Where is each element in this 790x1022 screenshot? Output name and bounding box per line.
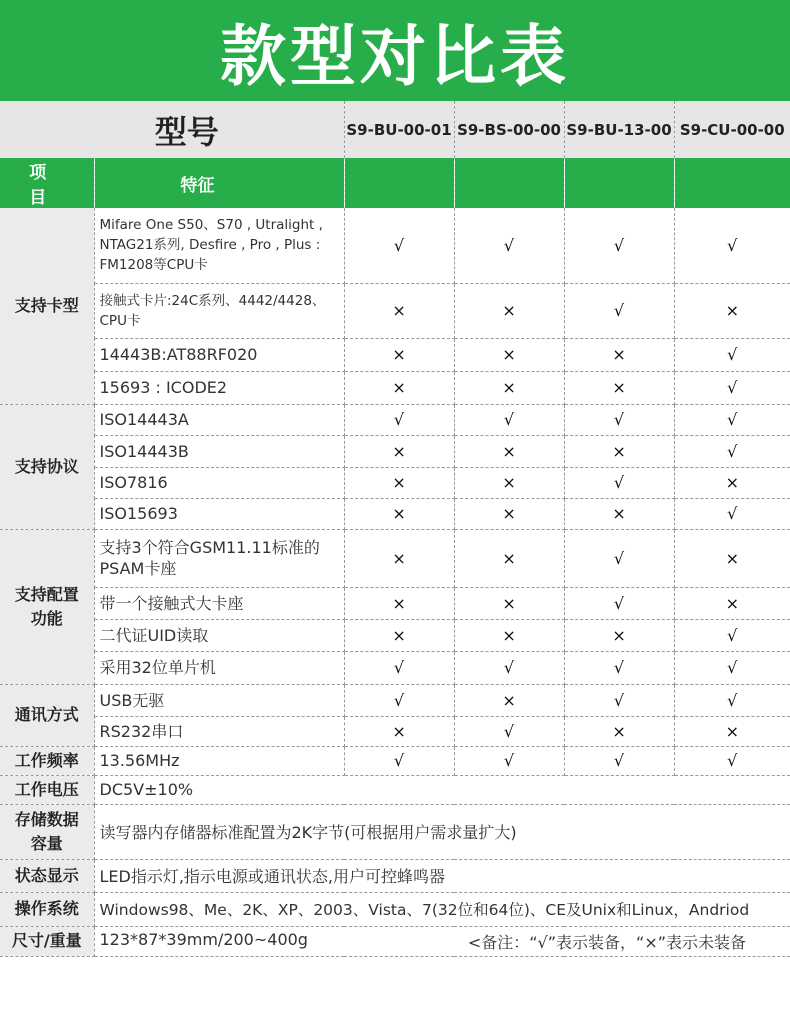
mark-cell: × [344, 371, 454, 404]
mark-cell: × [454, 587, 564, 619]
mark-cell: √ [564, 467, 674, 498]
mark-cell: √ [454, 404, 564, 435]
mark-cell: × [674, 716, 790, 746]
model-label: 型号 [0, 101, 344, 158]
mark-cell: √ [674, 746, 790, 775]
feature-cell: USB无驱 [94, 684, 344, 716]
mark-cell: √ [564, 529, 674, 587]
mark-cell: √ [564, 283, 674, 338]
table-row [0, 619, 790, 651]
header-blank [564, 158, 674, 208]
feature-cell: 接触式卡片:24C系列、4442/4428、CPU卡 [94, 283, 344, 338]
mark-cell: √ [564, 746, 674, 775]
mark-cell: √ [674, 684, 790, 716]
comparison-table [0, 101, 790, 957]
mark-cell: × [564, 716, 674, 746]
mark-cell: √ [454, 716, 564, 746]
item-header: 项目 [0, 158, 94, 208]
mark-cell: × [344, 467, 454, 498]
column-header-row [0, 158, 790, 208]
mark-cell: √ [454, 208, 564, 283]
table-row [0, 498, 790, 529]
mark-cell: × [454, 467, 564, 498]
mark-cell: × [344, 338, 454, 371]
category-cell: 支持卡型 [0, 208, 94, 404]
legend-note: <备注：“√”表示装备，“×”表示未装备 [467, 932, 747, 952]
spec-value: LED指示灯,指示电源或通讯状态,用户可控蜂鸣器 [94, 859, 790, 892]
mark-cell: × [564, 435, 674, 467]
mark-cell: √ [674, 619, 790, 651]
mark-cell: √ [674, 208, 790, 283]
mark-cell: √ [674, 338, 790, 371]
mark-cell: × [674, 283, 790, 338]
model-name: S9-BU-00-01 [344, 101, 454, 158]
mark-cell: √ [674, 404, 790, 435]
model-header-row [0, 101, 790, 158]
mark-cell: √ [344, 208, 454, 283]
category-cell: 支持配置功能 [0, 529, 94, 684]
feature-cell: 二代证UID读取 [94, 619, 344, 651]
spec-row [0, 892, 790, 926]
mark-cell: × [454, 283, 564, 338]
mark-cell: × [454, 435, 564, 467]
category-cell: 工作频率 [0, 746, 94, 775]
feature-cell: 15693 : ICODE2 [94, 371, 344, 404]
mark-cell: × [344, 619, 454, 651]
mark-cell: × [564, 338, 674, 371]
table-row [0, 684, 790, 716]
mark-cell: × [564, 371, 674, 404]
table-row [0, 716, 790, 746]
feature-cell: 采用32位单片机 [94, 651, 344, 684]
mark-cell: × [454, 371, 564, 404]
mark-cell: × [564, 619, 674, 651]
mark-cell: × [344, 716, 454, 746]
feature-cell: ISO15693 [94, 498, 344, 529]
table-row [0, 651, 790, 684]
table-row [0, 746, 790, 775]
mark-cell: √ [344, 684, 454, 716]
table-row [0, 283, 790, 338]
spec-cell [94, 926, 790, 956]
mark-cell: √ [564, 208, 674, 283]
mark-cell: √ [674, 498, 790, 529]
mark-cell: √ [564, 587, 674, 619]
mark-cell: √ [564, 404, 674, 435]
mark-cell: × [454, 619, 564, 651]
header-blank [674, 158, 790, 208]
table-row [0, 529, 790, 587]
model-name: S9-BS-00-00 [454, 101, 564, 158]
category-cell: 存储数据容量 [0, 804, 94, 859]
mark-cell: × [674, 467, 790, 498]
table-row [0, 208, 790, 283]
mark-cell: √ [344, 651, 454, 684]
table-row [0, 587, 790, 619]
mark-cell: × [674, 529, 790, 587]
mark-cell: × [344, 587, 454, 619]
spec-row [0, 926, 790, 956]
spec-row [0, 804, 790, 859]
model-name: S9-CU-00-00 [674, 101, 790, 158]
header-blank [344, 158, 454, 208]
feature-cell: 14443B:AT88RF020 [94, 338, 344, 371]
title-banner [0, 0, 790, 101]
mark-cell: × [674, 587, 790, 619]
mark-cell: √ [564, 651, 674, 684]
spec-row [0, 775, 790, 804]
mark-cell: √ [674, 371, 790, 404]
mark-cell: √ [454, 746, 564, 775]
table-row [0, 435, 790, 467]
mark-cell: × [344, 498, 454, 529]
mark-cell: × [454, 498, 564, 529]
spec-value: 读写器内存储器标准配置为2K字节(可根据用户需求量扩大) [94, 804, 790, 859]
mark-cell: × [344, 283, 454, 338]
spec-value: DC5V±10% [94, 775, 790, 804]
mark-cell: × [564, 498, 674, 529]
mark-cell: √ [454, 651, 564, 684]
feature-header: 特征 [94, 158, 344, 208]
table-row [0, 371, 790, 404]
feature-cell: 带一个接触式大卡座 [94, 587, 344, 619]
mark-cell: × [344, 529, 454, 587]
feature-cell: ISO14443B [94, 435, 344, 467]
table-row [0, 404, 790, 435]
feature-cell: ISO7816 [94, 467, 344, 498]
page-title: 款型对比表 [220, 18, 570, 95]
category-cell: 支持协议 [0, 404, 94, 529]
mark-cell: √ [344, 404, 454, 435]
mark-cell: × [454, 529, 564, 587]
spec-value: 123*87*39mm/200~400g [99, 929, 308, 949]
table-row [0, 338, 790, 371]
mark-cell: × [344, 435, 454, 467]
spec-row [0, 859, 790, 892]
feature-cell: Mifare One S50、S70 , Utralight , NTAG21系列, Desfire , Pro , Plus : FM1208等CPU卡 [94, 208, 344, 283]
spec-value: Windows98、Me、2K、XP、2003、Vista、7(32位和64位)、CE及Unix和Linux，Andriod [94, 892, 790, 926]
mark-cell: × [454, 684, 564, 716]
feature-cell: ISO14443A [94, 404, 344, 435]
category-cell: 操作系统 [0, 892, 94, 926]
feature-cell: 支持3个符合GSM11.11标准的PSAM卡座 [94, 529, 344, 587]
model-name: S9-BU-13-00 [564, 101, 674, 158]
category-cell: 尺寸/重量 [0, 926, 94, 956]
category-cell: 状态显示 [0, 859, 94, 892]
mark-cell: √ [344, 746, 454, 775]
category-cell: 通讯方式 [0, 684, 94, 746]
category-cell: 工作电压 [0, 775, 94, 804]
table-row [0, 467, 790, 498]
mark-cell: √ [564, 684, 674, 716]
feature-cell: 13.56MHz [94, 746, 344, 775]
feature-cell: RS232串口 [94, 716, 344, 746]
mark-cell: √ [674, 651, 790, 684]
mark-cell: √ [674, 435, 790, 467]
header-blank [454, 158, 564, 208]
mark-cell: × [454, 338, 564, 371]
